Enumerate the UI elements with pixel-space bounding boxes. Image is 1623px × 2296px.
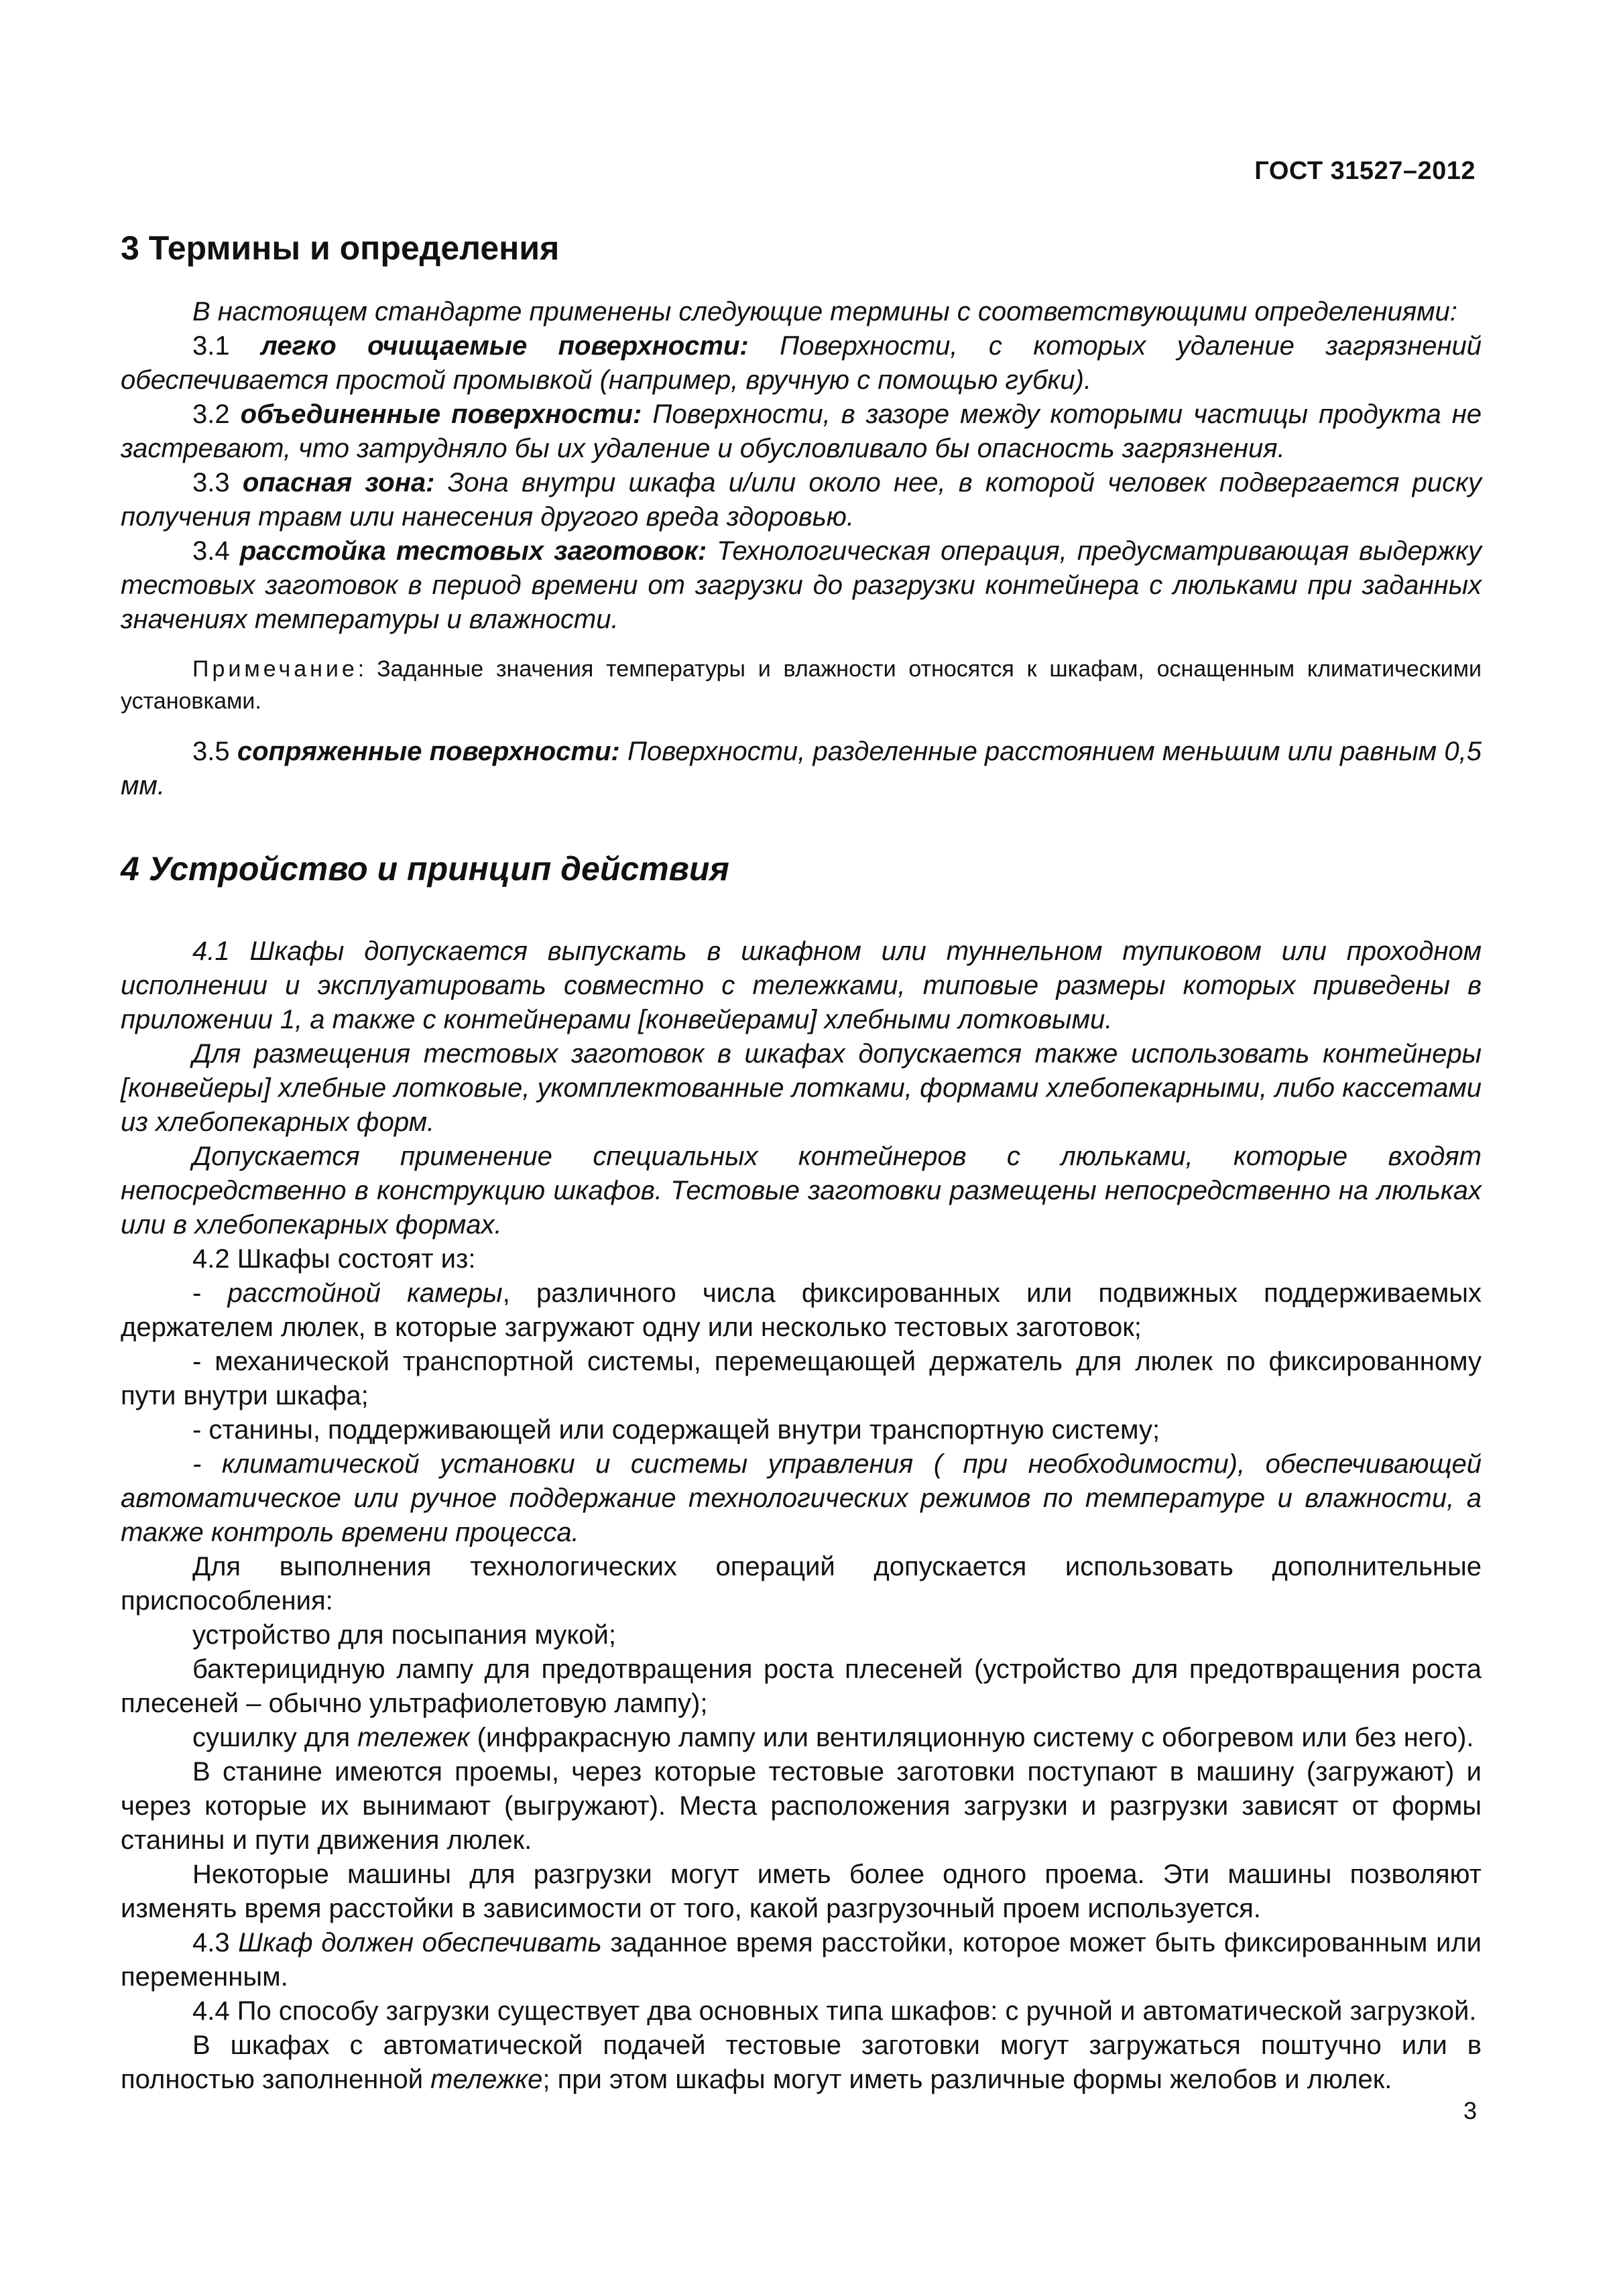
device-text: (инфракрасную лампу или вентиляционную систему с обогревом или без него). [469, 1723, 1474, 1752]
term-number: 3.2 [192, 400, 241, 429]
list-item: - станины, поддерживающей или содержащей внутри транспортную систему; [192, 1415, 1160, 1445]
list-dash: - [192, 1278, 228, 1308]
paragraph-4-3 [121, 1926, 1482, 1994]
document-body [121, 228, 1482, 2097]
paragraph-number: 4.3 [192, 1928, 239, 1957]
paragraph-text: заданное время расстойки, которое может быть фиксированным или переменным. [121, 1928, 1482, 1992]
paragraph-stanina: В станине имеются проемы, через которые тестовые заготовки поступают в машину (загружают) и через которые их вынимают (выгружают). Места расположения загрузки и разгрузки зависят от формы станины и пути движения люлек. [121, 1757, 1482, 1855]
term-3-3 [121, 466, 1482, 534]
section-3-intro: В настоящем стандарте применены следующие термины с соответствующими определениями: [192, 297, 1457, 326]
list-item-term: расстойной камеры [227, 1278, 503, 1308]
device-item: бактерицидную лампу для предотвращения роста плесеней (устройство для предотвращения роста плесеней – обычно ультрафиолетовую лампу); [121, 1654, 1482, 1718]
term-definition: Технологическая операция, предусматривающая выдержку тестовых заготовок в период времени от загрузки до разгрузки контейнера с люльками при заданных значениях температуры и влажности. [121, 536, 1482, 634]
paragraph-4-1-b: Для размещения тестовых заготовок в шкафах допускается также использовать контейнеры [конвейеры] хлебные лотковые, укомплектованные лотками, формами хлебопекарными, либо кассетами из хлебопекарных форм. [121, 1039, 1482, 1137]
paragraph-4-4: 4.4 По способу загрузки существует два основных типа шкафов: с ручной и автоматической загрузкой. [192, 1996, 1477, 2026]
paragraph-auto-loading [121, 2029, 1482, 2097]
term-name: опасная зона: [242, 468, 435, 497]
paragraph-text: В шкафах с автоматической подачей тестовые заготовки могут загружаться поштучно или в полностью заполненной [121, 2031, 1482, 2094]
note [121, 653, 1482, 717]
device-item: устройство для посыпания мукой; [192, 1620, 617, 1650]
list-item: - климатической установки и системы управления ( при необходимости), обеспечивающей автоматическое или ручное поддержание технологических режимов по температуре и влажности, а также контроль времени процесса. [121, 1449, 1482, 1547]
paragraph-4-1-c: Допускается применение специальных контейнеров с люльками, которые входят непосредственно в конструкцию шкафов. Тестовые заготовки размещены непосредственно на люльках или в хлебопекарных формах. [121, 1142, 1482, 1240]
term-definition: Поверхности, в зазоре между которыми частицы продукта не застревают, что затрудняло бы их удаление и обусловливало бы опасность загрязнения. [121, 400, 1482, 463]
device-item [121, 1721, 1482, 1755]
paragraph-emphasis: Шкаф должен обеспечивать [238, 1928, 602, 1957]
paragraph-4-2: 4.2 Шкафы состоят из: [192, 1244, 476, 1274]
paragraph-additional-devices: Для выполнения технологических операций допускается использовать дополнительные приспособления: [121, 1552, 1482, 1616]
term-3-4 [121, 534, 1482, 637]
term-name: сопряженные поверхности: [237, 737, 620, 766]
term-number: 3.5 [192, 737, 237, 766]
term-definition: Зона внутри шкафа и/или около нее, в которой человек подвергается риску получения травм или нанесения другого вреда здоровью. [121, 468, 1482, 532]
paragraph-4-1: 4.1 Шкафы допускается выпускать в шкафном или туннельном тупиковом или проходном исполнении и эксплуатировать совместно с тележками, типовые размеры которых приведены в приложении 1, а также с контейнерами [конвейерами] хлебными лотковыми. [121, 936, 1482, 1034]
note-text: Заданные значения температуры и влажности относятся к шкафам, оснащенным климатическими установками. [121, 656, 1482, 714]
term-name: расстойка тестовых заготовок: [239, 536, 707, 566]
note-separator: : [357, 656, 377, 682]
list-item [121, 1276, 1482, 1345]
term-number: 3.4 [192, 536, 240, 566]
term-3-2 [121, 398, 1482, 466]
note-label: Примечание [192, 656, 358, 682]
list-item: - механической транспортной системы, перемещающей держатель для люлек по фиксированному пути внутри шкафа; [121, 1347, 1482, 1410]
section-3-heading: 3 Термины и определения [121, 229, 560, 267]
term-3-5 [121, 735, 1482, 803]
section-4-heading: 4 Устройство и принцип действия [121, 850, 729, 888]
term-definition: Поверхности, с которых удаление загрязнений обеспечивается простой промывкой (например, вручную с помощью губки). [121, 331, 1482, 395]
term-number: 3.1 [192, 331, 261, 361]
term-3-1 [121, 329, 1482, 398]
device-text: сушилку для [192, 1723, 358, 1752]
paragraph-text: ; при этом шкафы могут иметь различные формы желобов и люлек. [542, 2065, 1392, 2094]
term-name: объединенные поверхности: [240, 400, 642, 429]
list-item-text: , различного числа фиксированных или подвижных поддерживаемых держателем люлек, в которые загружают одну или несколько тестовых заготовок; [121, 1278, 1482, 1342]
term-number: 3.3 [192, 468, 243, 497]
page-number: 3 [1463, 2097, 1477, 2124]
paragraph-emphasis: тележке [430, 2065, 543, 2094]
term-name: легко очищаемые поверхности: [261, 331, 749, 361]
document-code: ГОСТ 31527–2012 [1254, 157, 1476, 185]
paragraph-machines: Некоторые машины для разгрузки могут иметь более одного проема. Эти машины позволяют изменять время расстойки в зависимости от того, какой разгрузочный проем используется. [121, 1860, 1482, 1923]
term-definition: Поверхности, разделенные расстоянием меньшим или равным 0,5 мм. [121, 737, 1482, 800]
device-term: тележек [357, 1723, 470, 1752]
